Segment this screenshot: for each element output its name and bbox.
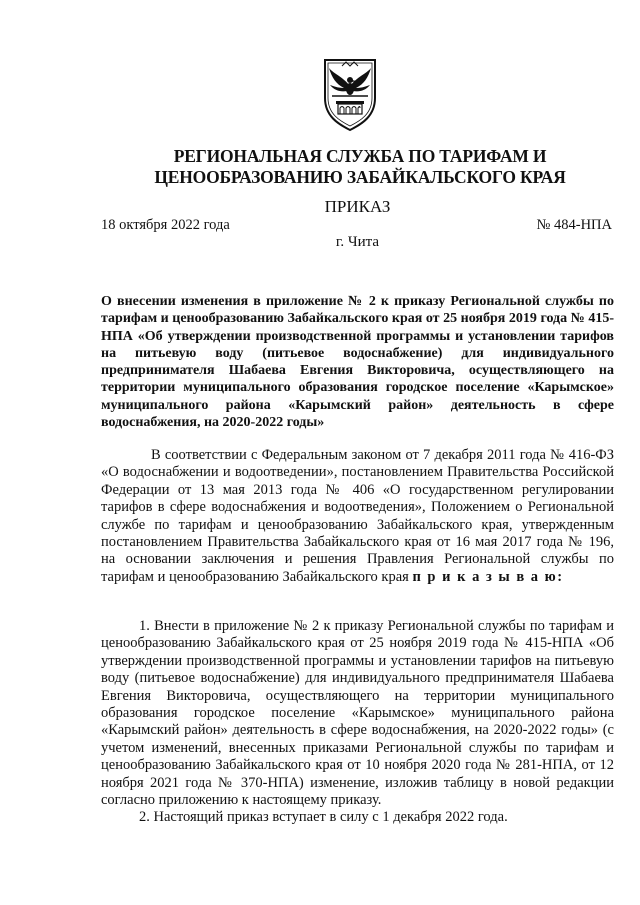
preamble-text: В соответствии с Федеральным законом от 7 декабря 2011 года № 416-ФЗ «О водоснабжении и водоотведении», постановлением Правительства Российской Федерации от 13 мая 2013 года № 406 «О государственном регулировании тарифов в сфере водоснабжения и водоотведения», Положением о Региональной службе по тарифам и ценообразованию Забайкальского края, утвержденным постановлением Правительства Забайкальского края от 16 мая 2017 года № 196, на основании заключения и решения Правления Региональной службы по тарифам и ценообразованию Забайкальского края bbox=[101, 447, 614, 585]
document-date: 18 октября 2022 года bbox=[101, 217, 230, 233]
order-item-text: Настоящий приказ вступает в силу с 1 декабря 2022 года. bbox=[153, 809, 508, 826]
organization-title: РЕГИОНАЛЬНАЯ СЛУЖБА ПО ТАРИФАМ И ЦЕНООБРАЗОВАНИЮ ЗАБАЙКАЛЬСКОГО КРАЯ bbox=[154, 146, 566, 187]
order-item bbox=[101, 618, 614, 809]
preamble-paragraph bbox=[101, 447, 614, 586]
order-item-number: 1. bbox=[139, 618, 150, 634]
zabaikalsky-coat-of-arms-icon bbox=[322, 58, 378, 132]
order-item-number: 2. bbox=[139, 809, 150, 826]
order-keyword: п р и к а з ы в а ю: bbox=[412, 568, 564, 585]
order-item bbox=[101, 809, 614, 826]
document-number: № 484-НПА bbox=[536, 217, 612, 233]
document-subject: О внесении изменения в приложение № 2 к приказу Региональной службы по тарифам и ценообразованию Забайкальского края от 25 ноября 2019 года № 415-НПА «Об утверждении производственной программы и установлении тарифов на питьевую воду (питьевое водоснабжение) для индивидуального предпринимателя Шабаева Евгения Викторовича, осуществляющего на территории муниципального образования городское поселение «Карымское» муниципального района «Карымский район» деятельность в сфере водоснабжения, на 2020-2022 годы» bbox=[101, 294, 614, 431]
order-items-list bbox=[101, 618, 614, 827]
document-city: г. Чита bbox=[335, 234, 380, 250]
order-item-text: Внести в приложение № 2 к приказу Региональной службы по тарифам и ценообразованию Забайкальского края от 25 ноября 2019 года № 415-НПА «Об утверждении производственной программы и установлении тарифов на питьевую воду (питьевое водоснабжение) для индивидуального предпринимателя Шабаева Евгения Викторовича, осуществляющего на территории муниципального образования городское поселение «Карымское» муниципального района «Карымский район» деятельность в сфере водоснабжения, на 2020-2022 годы» (с учетом изменений, внесенных приказами Региональной службы по тарифам и ценообразованию Забайкальского края от 10 ноября 2020 года № 281-НПА, от 12 ноября 2021 года № 370-НПА) изменение, изложив таблицу в новой редакции согласно приложению к настоящему приказу. bbox=[101, 618, 614, 809]
document-type: ПРИКАЗ bbox=[324, 197, 391, 216]
